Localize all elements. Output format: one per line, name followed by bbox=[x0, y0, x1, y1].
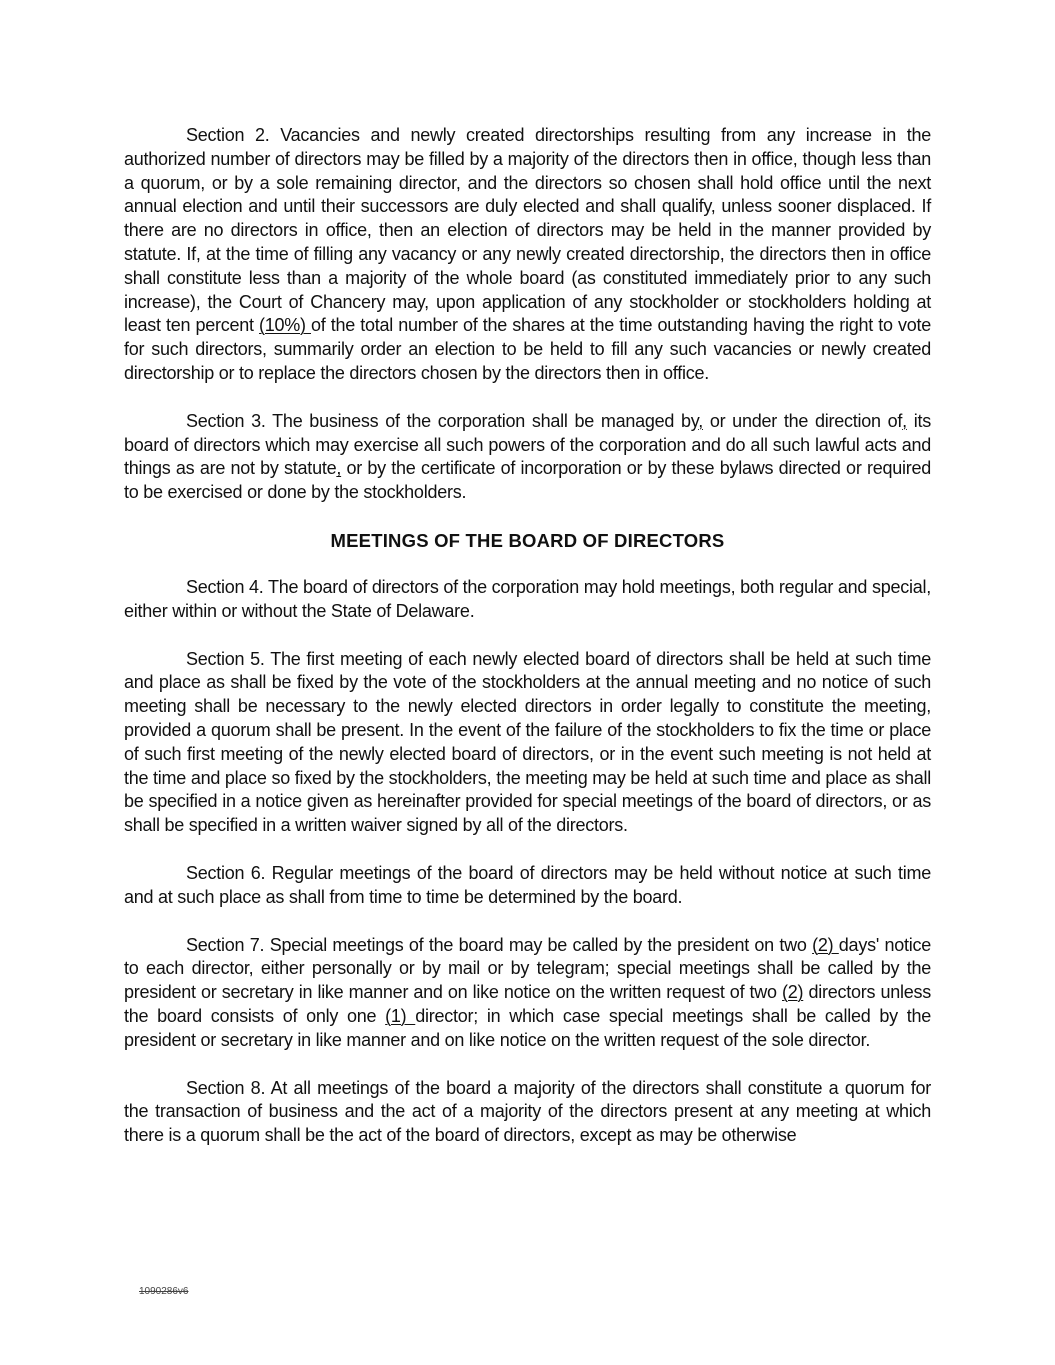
section-7-two-b: (2) bbox=[782, 982, 804, 1003]
section-3-comma-a: , bbox=[698, 410, 703, 431]
section-7-text-d: director; in which case special meetings shall be called by the president or secretary in like manner and on like notice on the written request of the sole director. bbox=[124, 1005, 931, 1050]
section-2-percent: (10%) bbox=[259, 315, 312, 336]
section-7-one: (1) bbox=[385, 1005, 416, 1026]
section-3-text-c: its board of directors which may exercise all such powers of the corporation and do all such lawful acts and things as are not by statute bbox=[124, 410, 931, 479]
section-3-text-d: or by the certificate of incorporation or by these bylaws directed or required to be exercised or done by the stockholders. bbox=[124, 458, 931, 503]
section-2-text-a: Section 2. Vacancies and newly created directorships resulting from any increase in the authorized number of directors may be filled by a majority of the directors then in office, though less than a quorum, or by a sole remaining director, and the directors so chosen shall hold office until the next annual election and until their successors are duly elected and shall qualify, unless sooner displaced. If there are no directors in office, then an election of directors may be held in the manner provided by statute. If, at the time of filling any vacancy or any newly created directorship, the directors then in office shall constitute less than a majority of the whole board (as constituted immediately prior to any such increase), the Court of Chancery may, upon application of any stockholder or stockholders holding at least ten percent bbox=[124, 125, 931, 336]
section-3-comma-b: , bbox=[902, 410, 907, 431]
section-2-text-b: of the total number of the shares at the time outstanding having the right to vote for such directors, summarily order an election to be held to fill any such vacancies or newly created directorship or to replace the directors chosen by the directors then in office. bbox=[124, 315, 932, 383]
document-page bbox=[124, 124, 931, 1148]
section-7-text-a: Section 7. Special meetings of the board may be called by the president on two bbox=[186, 934, 813, 955]
section-7-paragraph bbox=[124, 934, 931, 1053]
section-4-paragraph: Section 4. The board of directors of the corporation may hold meetings, both regular and special, either within or without the State of Delaware. bbox=[124, 576, 931, 621]
section-3-text-b: or under the direction of bbox=[702, 410, 903, 431]
section-7-two-a: (2) bbox=[812, 934, 839, 955]
document-id-footer: 1090286v6 bbox=[139, 1286, 189, 1297]
section-3-text-a: Section 3. The business of the corporation shall be managed by bbox=[186, 410, 699, 431]
section-5-paragraph: Section 5. The first meeting of each newly elected board of directors shall be held at such time and place as shall be fixed by the vote of the stockholders at the annual meeting and no notice of such meeting shall be necessary to the newly elected directors in order legally to constitute the meeting, provided a quorum shall be present. In the event of the failure of the stockholders to fix the time or place of such first meeting of the newly elected board of directors, or in the event such meeting is not held at the time and place so fixed by the stockholders, the meeting may be held at such time and place as shall be specified in a notice given as hereinafter provided for special meetings of the board of directors, or as shall be specified in a written waiver signed by all of the directors. bbox=[124, 648, 931, 836]
section-7-text-c: directors unless the board consists of only one bbox=[124, 982, 931, 1026]
section-8-paragraph: Section 8. At all meetings of the board a majority of the directors shall constitute a quorum for the transaction of business and the act of a majority of the directors present at any meeting at which there is a quorum shall be the act of the board of directors, except as may be otherwise bbox=[124, 1077, 931, 1146]
section-6-paragraph: Section 6. Regular meetings of the board of directors may be held without notice at such time and at such place as shall from time to time be determined by the board. bbox=[124, 862, 931, 907]
section-2-paragraph bbox=[124, 124, 931, 386]
section-3-paragraph bbox=[124, 410, 931, 505]
section-heading: MEETINGS OF THE BOARD OF DIRECTORS bbox=[330, 529, 725, 551]
section-3-comma-c: , bbox=[336, 458, 342, 479]
section-7-text-b: days' notice to each director, either personally or by mail or by telegram; special meetings shall be called by the president or secretary in like manner and on like notice on the written request of two bbox=[124, 934, 931, 1003]
